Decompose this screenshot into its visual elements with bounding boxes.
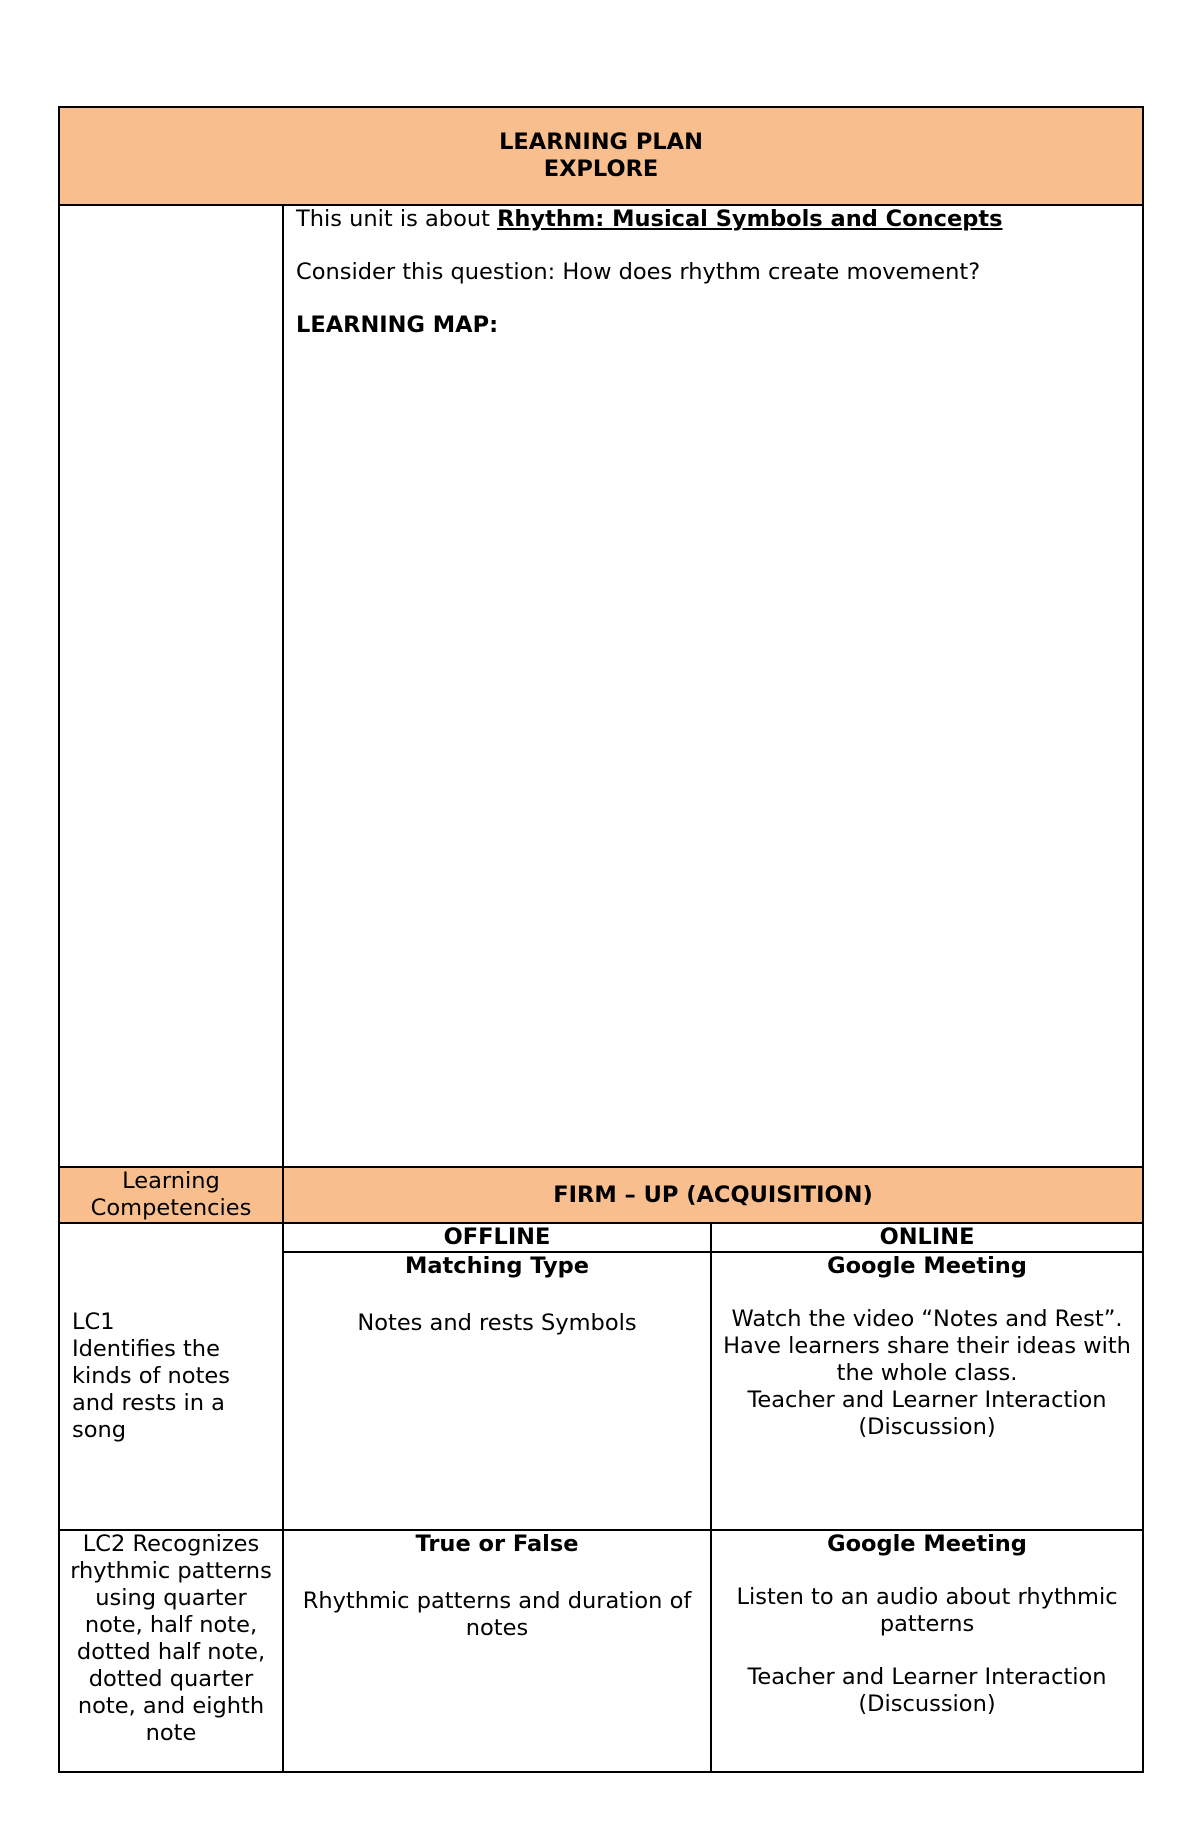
plan-header-row: [59, 107, 1143, 205]
lc2-online-title: Google Meeting: [827, 1531, 1027, 1557]
mode-header-row: [59, 1223, 1143, 1252]
lc1-online-title: Google Meeting: [827, 1253, 1027, 1279]
lc2-offline-title: True or False: [415, 1531, 579, 1557]
lc1-offline-title: Matching Type: [404, 1253, 590, 1279]
unit-prefix: This unit is about: [296, 206, 498, 232]
unit-topic: Rhythm: Musical Symbols and Concepts: [497, 206, 1003, 232]
lc2-online-instructions: Listen to an audio about rhythmic patterns: [736, 1584, 1118, 1637]
lc2-offline-cell: [283, 1530, 711, 1772]
plan-header: [59, 107, 1143, 205]
explore-content: [283, 205, 1143, 1167]
competencies-header: Learning Competencies: [59, 1167, 283, 1223]
lc1-online-interaction: Teacher and Learner Interaction (Discussion): [747, 1387, 1107, 1440]
lc2-text: LC2 Recognizes rhythmic patterns using quarter note, half note, dotted half note, dotted quarter note, and eighth note: [70, 1531, 272, 1746]
lc2-cell: [59, 1530, 283, 1772]
lc1-offline-cell: [283, 1252, 711, 1530]
explore-left-cell: [59, 205, 283, 1167]
lc1-text: Identifies the kinds of notes and rests in a song: [72, 1336, 230, 1443]
lc2-offline-body: Rhythmic patterns and duration of notes: [302, 1588, 692, 1641]
plan-section-title: EXPLORE: [543, 156, 659, 182]
explore-row: [59, 205, 1143, 1167]
firm-up-header-row: [59, 1167, 1143, 1223]
essential-question: Consider this question: How does rhythm create movement?: [296, 259, 981, 285]
lc1-offline-body: Notes and rests Symbols: [357, 1310, 637, 1336]
plan-title: LEARNING PLAN: [499, 129, 703, 155]
offline-header: OFFLINE: [283, 1223, 711, 1252]
learning-plan-table: [58, 106, 1144, 1773]
lc2-online-cell: [711, 1530, 1143, 1772]
unit-statement: [296, 206, 1130, 233]
firm-up-header: FIRM – UP (ACQUISITION): [283, 1167, 1143, 1223]
lc1-cell: [59, 1223, 283, 1530]
online-header: ONLINE: [711, 1223, 1143, 1252]
lc1-code: LC1: [72, 1309, 115, 1335]
lc2-activity-row: [59, 1530, 1143, 1772]
lc1-online-instructions: Watch the video “Notes and Rest”. Have learners share their ideas with the whole class.: [723, 1306, 1131, 1386]
lc1-online-cell: [711, 1252, 1143, 1530]
lc2-online-interaction: Teacher and Learner Interaction (Discussion): [747, 1664, 1107, 1717]
learning-map-label: LEARNING MAP:: [296, 312, 499, 338]
